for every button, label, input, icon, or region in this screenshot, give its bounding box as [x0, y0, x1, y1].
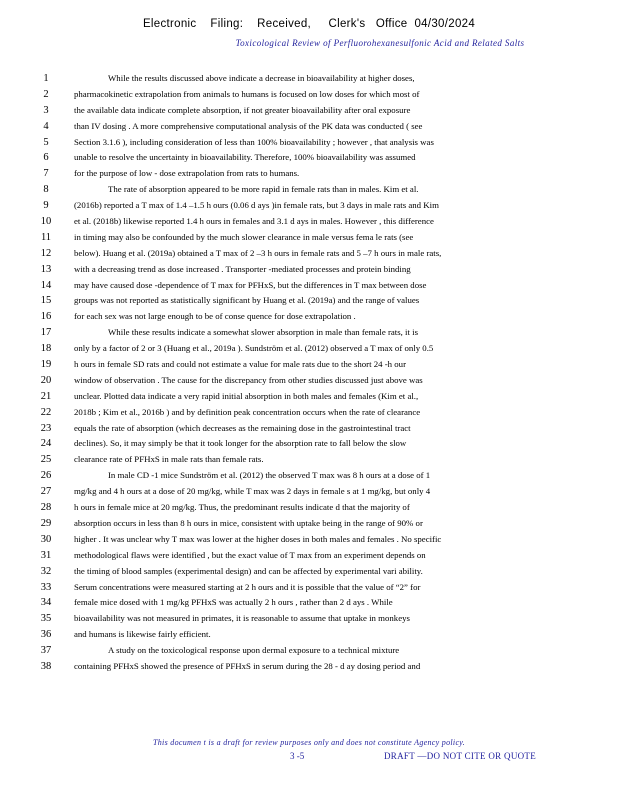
line-number: 20 [40, 374, 52, 386]
line-text: The rate of absorption appeared to be more rapid in female rats than in males. Kim et al. [108, 184, 419, 195]
line-number: 23 [40, 422, 52, 434]
line-text: absorption occurs in less than 8 h ours in mice, consistent with uptake being in the range of 90% or [74, 517, 423, 528]
line-number: 2 [43, 88, 49, 100]
line-text: methodological flaws were identified , but the exact value of T max from an experiment depends on [74, 549, 426, 560]
line-number: 8 [43, 184, 49, 196]
line-number: 5 [43, 136, 49, 148]
text-line [0, 452, 618, 468]
text-line [0, 436, 618, 452]
text-line [0, 659, 618, 675]
line-text: the available data indicate complete absorption, if not greater bioavailability after oral exposure [74, 104, 411, 115]
line-text: (2016b) reported a T max of 1.4 –1.5 h ours (0.06 d ays )in female rats, but 3 days in male rats and Kim [74, 200, 439, 211]
text-line [0, 548, 618, 564]
line-text: and humans is likewise fairly efficient. [74, 629, 211, 640]
line-text: only by a factor of 2 or 3 (Huang et al., 2019a ). Sundström et al. (2012) observed a T max of only 0.5 [74, 343, 434, 354]
line-number: 21 [40, 390, 52, 402]
line-text: mg/kg and 4 h ours at a dose of 20 mg/kg, while T max was 2 days in female s at 1 mg/kg, but only 4 [74, 486, 431, 497]
page-number: 3 -5 [290, 751, 305, 761]
line-number: 31 [40, 549, 52, 561]
line-number: 13 [40, 263, 52, 275]
text-line [0, 532, 618, 548]
line-number: 24 [40, 438, 52, 450]
text-line [0, 119, 618, 135]
line-text: higher . It was unclear why T max was lower at the higher doses in both males and females . No specific [74, 533, 442, 544]
line-text: may have caused dose -dependence of T max for PFHxS, but the differences in T max between dose [74, 279, 427, 290]
line-text: in timing may also be confounded by the much slower clearance in male versus fema le rats (see [74, 231, 414, 242]
text-line [0, 595, 618, 611]
line-text: While the results discussed above indicate a decrease in bioavailability at higher doses, [108, 73, 415, 83]
line-text: groups was not reported as statistically significant by Huang et al. (2019a) and the range of values [74, 295, 420, 306]
text-line [0, 150, 618, 166]
line-text: female mice dosed with 1 mg/kg PFHxS was actually 2 h ours , rather than 2 d ays . While [74, 597, 393, 608]
line-text: et al. (2018b) likewise reported 1.4 h ours in females and 3.1 d ays in males. However , this difference [74, 216, 434, 227]
line-text: containing PFHxS showed the presence of PFHxS in serum during the 28 - d ay dosing period and [74, 660, 421, 671]
line-number: 14 [40, 279, 52, 291]
text-line [0, 611, 618, 627]
line-text: unable to resolve the uncertainty in bioavailability. Therefore, 100% bioavailability was assumed [74, 152, 416, 163]
line-number: 7 [43, 168, 49, 180]
text-line [0, 309, 618, 325]
line-number: 15 [40, 295, 52, 307]
text-line [0, 71, 618, 87]
line-number: 17 [40, 327, 52, 339]
line-number: 26 [40, 470, 52, 482]
text-line [0, 516, 618, 532]
text-line [0, 341, 618, 357]
line-text: While these results indicate a somewhat slower absorption in male than female rats, it is [108, 327, 419, 338]
line-number: 38 [40, 660, 52, 672]
text-line [0, 182, 618, 198]
text-line [0, 214, 618, 230]
text-line [0, 230, 618, 246]
line-number: 11 [40, 231, 52, 243]
draft-label: DRAFT —DO NOT CITE OR QUOTE [384, 751, 537, 761]
text-line [0, 325, 618, 341]
text-line [0, 246, 618, 262]
document-running-title: Toxicological Review of Perfluorohexanesulfonic Acid and Related Salts [235, 38, 525, 48]
line-text: pharmacokinetic extrapolation from animals to humans is focused on low doses for which most of [74, 88, 420, 99]
line-number: 9 [43, 200, 49, 212]
line-text: Serum concentrations were measured starting at 2 h ours and it is possible that the value of “2” for [74, 581, 421, 592]
line-text: window of observation . The cause for the discrepancy from other studies discussed just above was [74, 374, 423, 385]
text-line [0, 580, 618, 596]
text-line [0, 278, 618, 294]
line-text: h ours in female SD rats and could not estimate a value for male rats due to the short 24 -h our [74, 359, 406, 370]
line-number: 30 [40, 533, 52, 545]
text-line [0, 293, 618, 309]
line-number: 10 [40, 216, 52, 228]
line-number: 29 [40, 517, 52, 529]
text-line [0, 500, 618, 516]
line-number: 6 [43, 152, 49, 164]
line-text: the timing of blood samples (experimental design) and can be affected by experimental vari ability. [74, 565, 423, 576]
line-text: declines). So, it may simply be that it took longer for the absorption rate to fall below the slow [74, 438, 407, 449]
line-number: 22 [40, 406, 52, 418]
document-body [0, 71, 618, 675]
line-text: with a decreasing trend as dose increased . Transporter -mediated processes and protein binding [74, 263, 411, 274]
line-number: 34 [40, 597, 52, 609]
line-number: 37 [40, 645, 52, 657]
filing-header: Electronic Filing: Received, Clerk's Office 04/30/2024 [142, 18, 476, 30]
line-text: equals the rate of absorption (which decreases as the remaining dose in the gastrointestinal tract [74, 422, 411, 433]
line-number: 27 [40, 486, 52, 498]
line-text: below). Huang et al. (2019a) obtained a T max of 2 –3 h ours in female rats and 5 –7 h ours in male rats, [74, 247, 442, 258]
text-line [0, 166, 618, 182]
line-text: Section 3.1.6 ), including consideration of less than 100% bioavailability ; however , that analysis was [74, 136, 434, 147]
line-text: In male CD -1 mice Sundström et al. (2012) the observed T max was 8 h ours at a dose of 1 [108, 470, 431, 481]
line-text: bioavailability was not measured in primates, it is reasonable to assume that uptake in monkeys [74, 613, 410, 624]
line-text: clearance rate of PFHxS in male rats than female rats. [74, 454, 264, 465]
text-line [0, 468, 618, 484]
line-number: 1 [43, 73, 49, 84]
text-line [0, 87, 618, 103]
text-line [0, 389, 618, 405]
draft-disclaimer: This documen t is a draft for review purposes only and does not constitute Agency policy. [153, 738, 465, 747]
line-text: than IV dosing . A more comprehensive computational analysis of the PK data was conducted ( see [74, 120, 423, 131]
line-number: 19 [40, 359, 52, 371]
text-line [0, 564, 618, 580]
line-number: 16 [40, 311, 52, 323]
line-text: for each sex was not large enough to be of conse quence for dose extrapolation . [74, 311, 356, 322]
line-number: 12 [40, 247, 52, 259]
line-text: A study on the toxicological response upon dermal exposure to a technical mixture [108, 645, 400, 656]
line-text: for the purpose of low - dose extrapolation from rats to humans. [74, 168, 300, 179]
text-line [0, 373, 618, 389]
text-line [0, 627, 618, 643]
line-number: 18 [40, 343, 52, 355]
text-line [0, 357, 618, 373]
text-line [0, 262, 618, 278]
line-number: 36 [40, 629, 52, 641]
line-number: 25 [40, 454, 52, 466]
text-line [0, 198, 618, 214]
text-line [0, 135, 618, 151]
text-line [0, 405, 618, 421]
line-text: h ours in female mice at 20 mg/kg. Thus, the predominant results indicate d that the majority of [74, 502, 410, 513]
line-number: 32 [40, 565, 52, 577]
line-number: 33 [40, 581, 52, 593]
line-number: 4 [43, 120, 49, 132]
line-number: 35 [40, 613, 52, 625]
text-line [0, 484, 618, 500]
text-line [0, 421, 618, 437]
text-line [0, 103, 618, 119]
text-line [0, 643, 618, 659]
line-text: unclear. Plotted data indicate a very rapid initial absorption in both males and females (Kim et al., [74, 390, 419, 401]
line-number: 3 [43, 104, 49, 116]
line-number: 28 [40, 502, 52, 514]
line-text: 2018b ; Kim et al., 2016b ) and by definition peak concentration occurs when the rate of clearance [74, 406, 421, 417]
